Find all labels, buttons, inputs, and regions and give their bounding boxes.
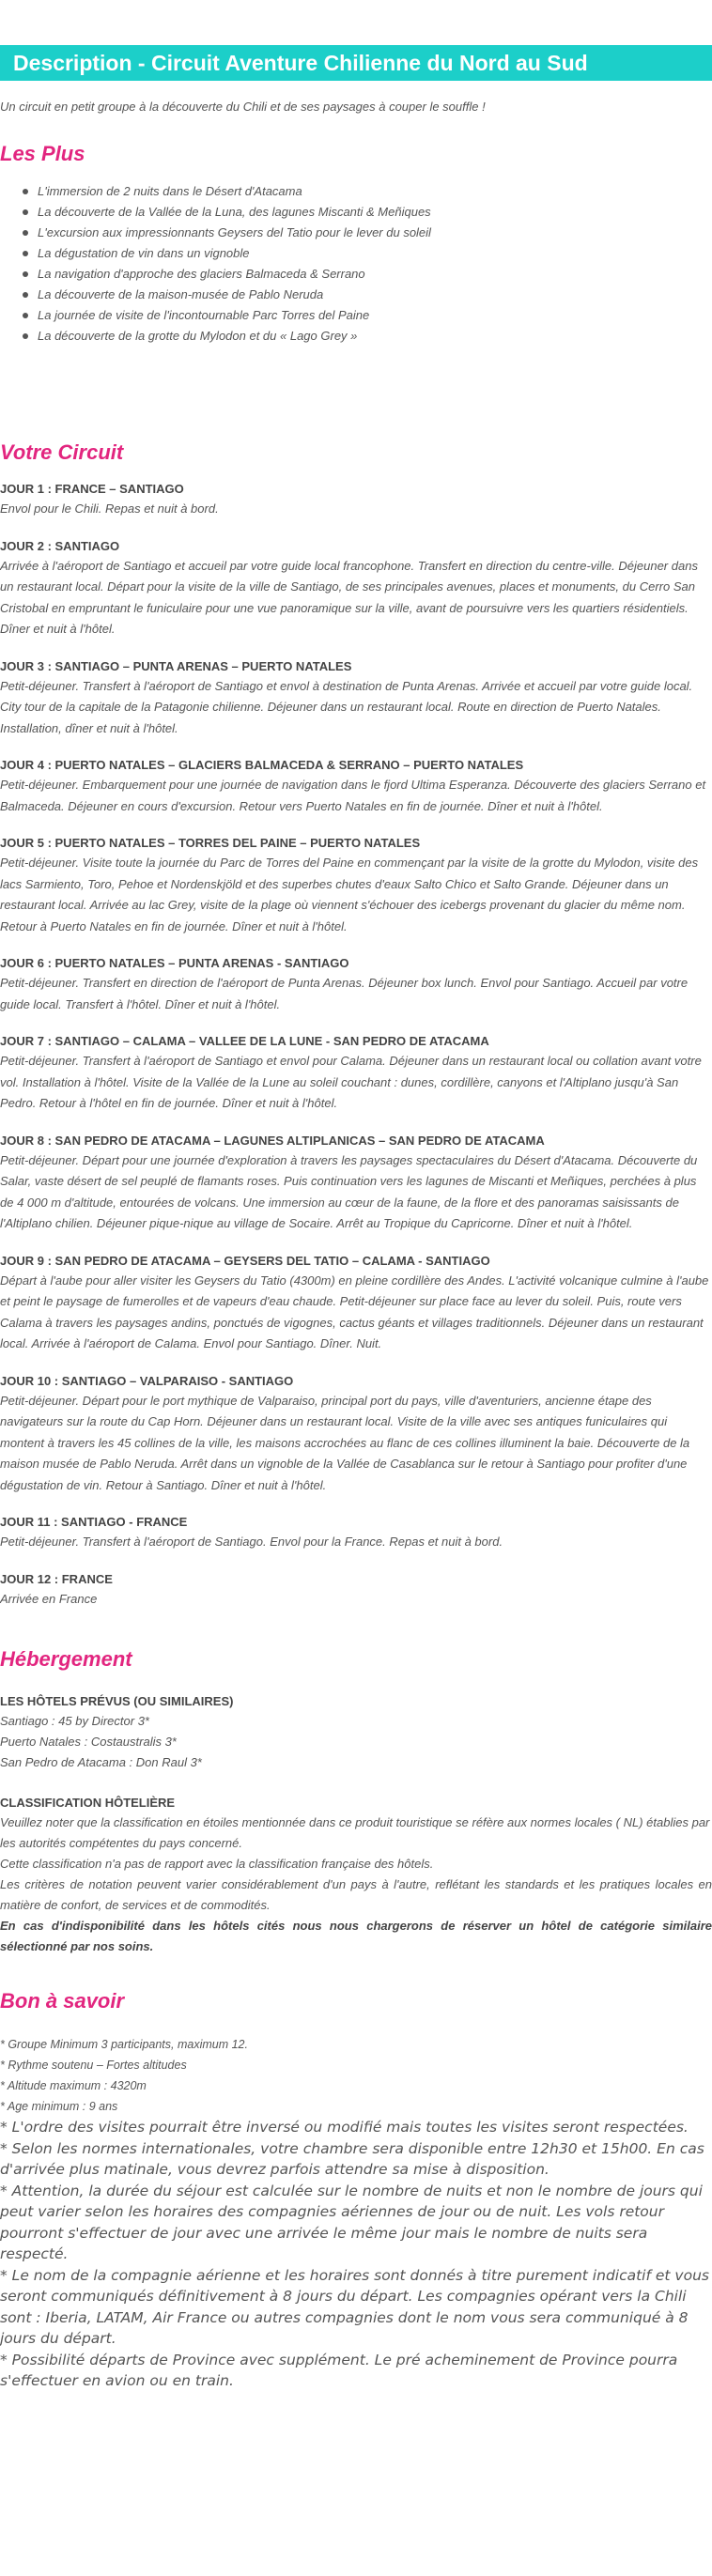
day-text: Petit-déjeuner. Départ pour une journée d'exploration à travers les paysages spectaculaires du Désert d'Atacama. Découverte du Salar, vaste désert de sel peuplé de flamants roses. Puis continuation vers les lagunes de Miscanti et Meñiques, perchées à plus de 4 000 m d'altitude, entourées de volcans. Une immersion au cœur de la faune, de la flore et des panoramas saisissants de l'Altiplano chilien. Déjeuner pique-nique au village de Socaire. Arrêt au Tropique du Capricorne. Dîner et nuit à l'hôtel.: [0, 1152, 698, 1230]
hotel-line: Puerto Natales : Costaustralis 3*: [0, 1735, 177, 1749]
plus-item: La découverte de la Vallée de la Luna, des lagunes Miscanti & Meñiques: [38, 202, 712, 223]
bon-item: * Attention, la durée du séjour est calculée sur le nombre de nuits et non le nombre de jours qui peut varier selon les horaires des compagnies aériennes de jour ou de nuit. Les vols retour pourront s'effectuer de jour avec une arrivée le même jour mais le nombre de nuits sera respecté.: [0, 2182, 703, 2262]
day-title: JOUR 11 : SANTIAGO - FRANCE: [0, 1515, 188, 1529]
day-text: Arrivée à l'aéroport de Santiago et accueil par votre guide local francophone. Transfert en direction du centre-ville. Déjeuner dans un restaurant local. Départ pour la visite de la ville de Santiago, de ses principales avenues, places et monuments, du Cerro San Cristobal en empruntant le funiculaire pour une vue panoramique sur la ville, avant de poursuivre vers les quartiers résidentiels. Dîner et nuit à l'hôtel.: [0, 558, 698, 636]
page: [0, 45, 712, 2392]
hotels-subtitle: LES HÔTELS PRÉVUS (OU SIMILAIRES): [0, 1694, 234, 1708]
plus-item: L'excursion aux impressionnants Geysers del Tatio pour le lever du soleil: [38, 223, 712, 243]
bon-item: * Age minimum : 9 ans: [0, 2100, 118, 2113]
day-block: [0, 834, 712, 937]
day-title: JOUR 12 : FRANCE: [0, 1571, 113, 1586]
bon-section-title: Bon à savoir: [0, 1989, 125, 2013]
plus-item: La journée de visite de l'incontournable Parc Torres del Paine: [38, 305, 712, 326]
day-title: JOUR 9 : SAN PEDRO DE ATACAMA – GEYSERS DEL TATIO – CALAMA - SANTIAGO: [0, 1253, 490, 1268]
bon-list: [0, 2034, 712, 2392]
plus-item: L'immersion de 2 nuits dans le Désert d'Atacama: [38, 181, 712, 202]
classification-line: Veuillez noter que la classification en étoiles mentionnée dans ce produit touristique se réfère aux normes locales ( NL) établies par les autorités compétentes du pays concerné.: [0, 1815, 710, 1850]
day-block: [0, 756, 712, 817]
day-title: JOUR 10 : SANTIAGO – VALPARAISO - SANTIAGO: [0, 1373, 294, 1388]
page-title: Description - Circuit Aventure Chilienne du Nord au Sud: [13, 50, 588, 75]
day-text: Départ à l'aube pour aller visiter les Geysers du Tatio (4300m) en pleine cordillère des Andes. L'activité volcanique culmine à l'aube et peint le paysage de fumerolles et de vapeurs d'eau chaude. Petit-déjeuner sur place face au lever du soleil. Puis, route vers Calama à travers les paysages andins, ponctués de vigognes, cactus géants et villages traditionnels. Déjeuner dans un restaurant local. Arrivée à l'aéroport de Calama. Envol pour Santiago. Dîner. Nuit.: [0, 1273, 709, 1350]
classification-subtitle: CLASSIFICATION HÔTELIÈRE: [0, 1796, 176, 1810]
day-block: [0, 1032, 712, 1115]
bon-item: * Rythme soutenu – Fortes altitudes: [0, 2059, 187, 2072]
bon-item: * Groupe Minimum 3 participants, maximum 12.: [0, 2038, 248, 2051]
day-text: Petit-déjeuner. Départ pour le port mythique de Valparaiso, principal port du pays, ville d'aventuriers, ancienne étape des navigateurs sur la route du Cap Horn. Déjeuner dans un restaurant local. Visite de la ville avec ses antiques funiculaires qui montent à travers les 45 collines de la ville, les maisons accrochées au flanc de ces collines illuminent la baie. Découverte de la maison musée de Pablo Neruda. Arrêt dans un vignoble de la Vallée de Casablanca sur le retour à Santiago pour profiter d'une dégustation de vin. Retour à Santiago. Dîner et nuit à l'hôtel.: [0, 1393, 690, 1492]
day-text: Petit-déjeuner. Transfert à l'aéroport de Santiago et envol à destination de Punta Arenas. Arrivée et accueil par votre guide local. City tour de la capitale de la Patagonie chilienne. Déjeuner dans un restaurant local. Route en direction de Puerto Natales. Installation, dîner et nuit à l'hôtel.: [0, 678, 693, 735]
day-title: JOUR 7 : SANTIAGO – CALAMA – VALLEE DE LA LUNE - SAN PEDRO DE ATACAMA: [0, 1034, 489, 1048]
intro-text: Un circuit en petit groupe à la découverte du Chili et de ses paysages à couper le souffle !: [0, 100, 486, 114]
day-text: Petit-déjeuner. Embarquement pour une journée de navigation dans le fjord Ultima Esperanza. Découverte des glaciers Serrano et Balmaceda. Déjeuner en cours d'excursion. Retour vers Puerto Natales en fin de journée. Dîner et nuit à l'hôtel.: [0, 778, 706, 813]
day-block: [0, 1513, 712, 1553]
bon-item: * L'ordre des visites pourrait être inversé ou modifié mais toutes les visites seront respectées.: [0, 2119, 689, 2136]
plus-item: La dégustation de vin dans un vignoble: [38, 243, 712, 264]
day-block: [0, 1570, 712, 1611]
day-title: JOUR 8 : SAN PEDRO DE ATACAMA – LAGUNES ALTIPLANICAS – SAN PEDRO DE ATACAMA: [0, 1133, 545, 1148]
day-block: [0, 954, 712, 1015]
day-title: JOUR 6 : PUERTO NATALES – PUNTA ARENAS - SANTIAGO: [0, 956, 349, 970]
day-text: Envol pour le Chili. Repas et nuit à bord.: [0, 501, 219, 516]
hotel-line: Santiago : 45 by Director 3*: [0, 1714, 149, 1728]
title-bar: [0, 45, 712, 81]
bon-item: * Le nom de la compagnie aérienne et les horaires sont donnés à titre purement indicatif et vous seront communiqués définitivement à 8 jours du départ. Les compagnies opérant vers la Chili sont : Iberia, LATAM, Air France ou autres compagnies dont le nom vous sera communiqué à 8 jours du départ.: [0, 2266, 709, 2347]
day-text: Arrivée en France: [0, 1591, 98, 1606]
circuit-section-title: Votre Circuit: [0, 440, 124, 464]
day-block: [0, 537, 712, 640]
plus-section-title: Les Plus: [0, 142, 85, 165]
day-title: JOUR 2 : SANTIAGO: [0, 538, 120, 553]
day-text: Petit-déjeuner. Transfert à l'aéroport de Santiago. Envol pour la France. Repas et nuit à bord.: [0, 1535, 503, 1549]
day-text: Petit-déjeuner. Transfert à l'aéroport de Santiago et envol pour Calama. Déjeuner dans un restaurant local ou collation avant votre vol. Installation à l'hôtel. Visite de la Vallée de la Lune au soleil couchant : dunes, cordillère, canyons et l'Altiplano jusqu'à San Pedro. Retour à l'hôtel en fin de journée. Dîner et nuit à l'hôtel.: [0, 1054, 702, 1110]
day-text: Petit-déjeuner. Visite toute la journée du Parc de Torres del Paine en commençant par la visite de la grotte du Mylodon, visite des lacs Sarmiento, Toro, Pehoe et Nordenskjöld et des superbes chutes d'eaux Salto Chico et Salto Grande. Déjeuner dans un restaurant local. Arrivée au lac Grey, visite de la plage où viennent s'échouer des icebergs provenant du glacier du même nom. Retour à Puerto Natales en fin de journée. Dîner et nuit à l'hôtel.: [0, 856, 699, 933]
bon-item: * Possibilité départs de Province avec supplément. Le pré acheminement de Province pourra s'effectuer en avion ou en train.: [0, 2351, 678, 2389]
day-block: [0, 1252, 712, 1355]
day-block: [0, 657, 712, 740]
hotel-line: San Pedro de Atacama : Don Raul 3*: [0, 1755, 202, 1769]
plus-item: La découverte de la grotte du Mylodon et du « Lago Grey »: [38, 326, 712, 347]
day-title: JOUR 3 : SANTIAGO – PUNTA ARENAS – PUERTO NATALES: [0, 658, 352, 673]
bon-item: * Selon les normes internationales, votre chambre sera disponible entre 12h30 et 15h00. En cas d'arrivée plus matinale, vous devrez parfois attendre sa mise à disposition.: [0, 2139, 704, 2178]
day-title: JOUR 1 : FRANCE – SANTIAGO: [0, 482, 184, 496]
hebergement-section-title: Hébergement: [0, 1647, 132, 1671]
day-block: [0, 1132, 712, 1235]
bon-item: * Altitude maximum : 4320m: [0, 2079, 147, 2092]
classification-notice: En cas d'indisponibilité dans les hôtels cités nous nous chargerons de réserver un hôtel de catégorie similaire sélectionné par nos soins.: [0, 1919, 712, 1953]
plus-item: La découverte de la maison-musée de Pablo Neruda: [38, 285, 712, 305]
day-block: [0, 1372, 712, 1497]
classification-line: Cette classification n'a pas de rapport avec la classification française des hôtels.: [0, 1857, 434, 1871]
day-text: Petit-déjeuner. Transfert en direction de l'aéroport de Punta Arenas. Déjeuner box lunch. Envol pour Santiago. Accueil par votre guide local. Transfert à l'hôtel. Dîner et nuit à l'hôtel.: [0, 976, 689, 1011]
plus-item: La navigation d'approche des glaciers Balmaceda & Serrano: [38, 264, 712, 285]
classification-line: Les critères de notation peuvent varier considérablement d'un pays à l'autre, reflétant les standards et les pratiques locales en matière de confort, de services et de commodités.: [0, 1877, 712, 1912]
day-title: JOUR 4 : PUERTO NATALES – GLACIERS BALMACEDA & SERRANO – PUERTO NATALES: [0, 758, 524, 772]
plus-list: [0, 181, 712, 347]
day-title: JOUR 5 : PUERTO NATALES – TORRES DEL PAINE – PUERTO NATALES: [0, 836, 421, 850]
day-block: [0, 480, 712, 520]
itinerary: [0, 480, 712, 1610]
